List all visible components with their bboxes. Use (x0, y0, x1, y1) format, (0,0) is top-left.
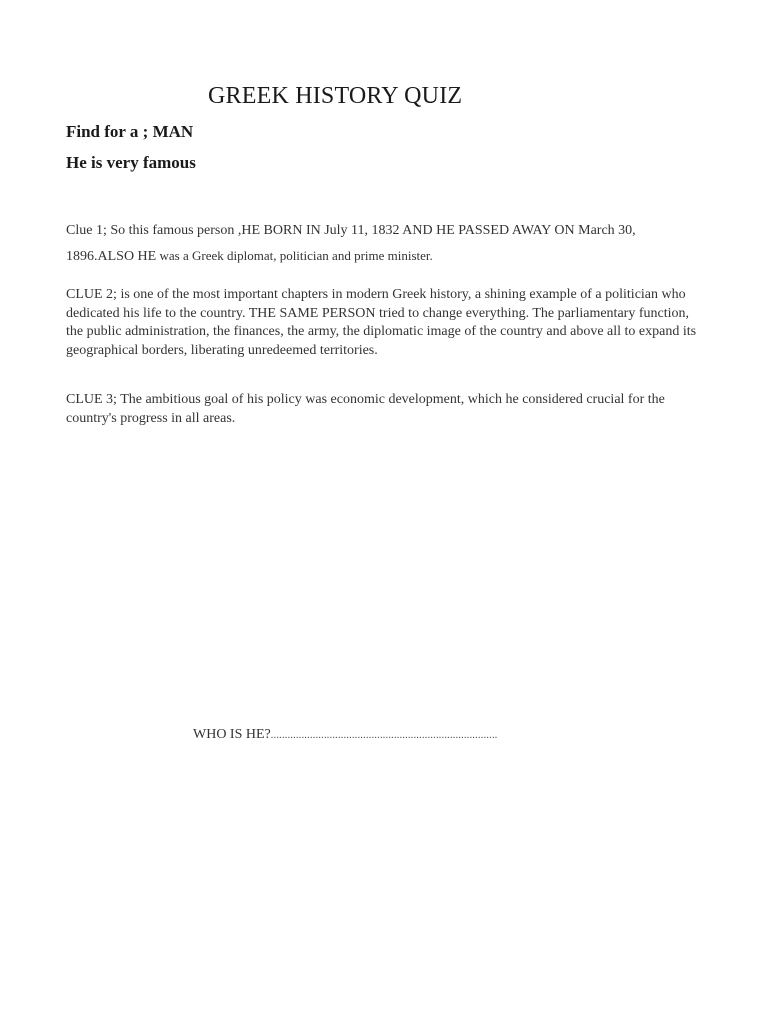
clue-1-text-main: Clue 1; So this famous person ,HE BORN IN July 11, 1832 AND HE PASSED AWAY ON March 30, 1896.ALSO HE (66, 223, 636, 264)
clue-1-paragraph (66, 218, 706, 269)
page-title: GREEK HISTORY QUIZ (208, 83, 463, 109)
subtitle-find-man: Find for a ; MAN (66, 122, 194, 141)
clue-3-paragraph: CLUE 3; The ambitious goal of his policy was economic development, which he considered crucial for the country's progress in all areas. (66, 392, 665, 426)
subtitle-very-famous: He is very famous (66, 153, 196, 172)
clue-1-text-tail: was a Greek diplomat, politician and prime minister. (156, 248, 433, 263)
question-line (193, 727, 498, 743)
answer-blank: ................................................................................. (270, 730, 498, 741)
question-label: WHO IS HE? (193, 727, 271, 742)
clue-2-paragraph: CLUE 2; is one of the most important chapters in modern Greek history, a shining example of a politician who dedicated his life to the country. THE SAME PERSON tried to change everything. The parliamentary function, the public administration, the finances, the army, the diplomatic image of the country and above all to expand its geographical borders, liberating unredeemed territories. (66, 287, 697, 358)
